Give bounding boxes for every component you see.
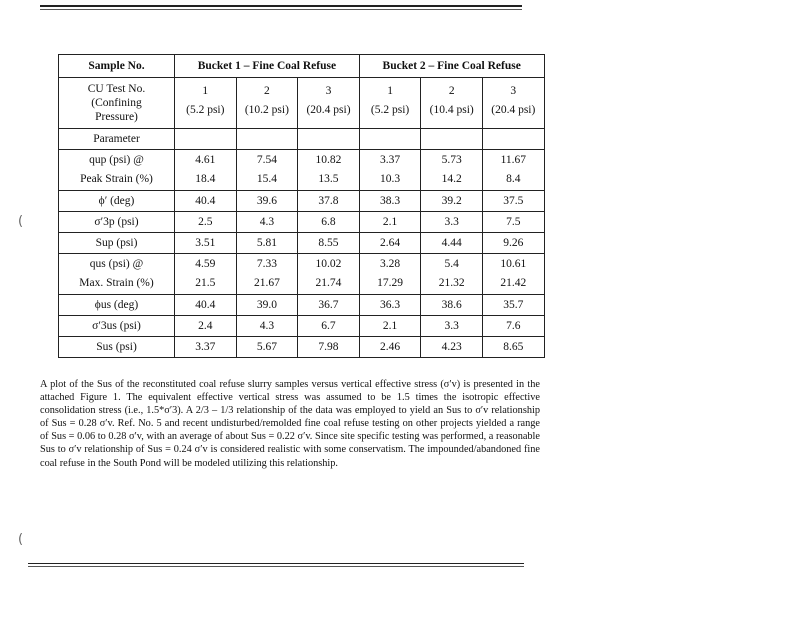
table-row <box>59 233 545 254</box>
test-label-line: Pressure) <box>95 111 138 123</box>
table-cell <box>236 254 298 295</box>
binder-hole-mark-top: ( <box>18 214 24 229</box>
top-rule <box>40 5 522 7</box>
test-number-cell <box>175 78 237 129</box>
table-cell <box>482 254 544 295</box>
cell-value: 11.67 <box>500 154 527 166</box>
table-cell: 2.64 <box>359 233 421 254</box>
confining-pressure: (20.4 psi) <box>491 104 536 116</box>
cell-value: 10.61 <box>500 258 527 270</box>
confining-pressure: (5.2 psi) <box>370 104 410 116</box>
row-label: ϕ′ (deg) <box>59 191 175 212</box>
binder-hole-mark-bottom: ( <box>18 532 24 547</box>
cell-value: 10.82 <box>315 154 342 166</box>
table-cell: 3.3 <box>421 212 483 233</box>
table-cell: 4.3 <box>236 212 298 233</box>
table-cell: 2.1 <box>359 316 421 337</box>
table-cell: 39.0 <box>236 295 298 316</box>
table-cell <box>421 254 483 295</box>
table-cell: 2.5 <box>175 212 237 233</box>
table-cell <box>175 129 237 150</box>
table-row <box>59 295 545 316</box>
cell-value: 4.59 <box>195 258 216 270</box>
cell-value: 5.4 <box>444 258 459 270</box>
table-header-row <box>59 55 545 78</box>
table-cell: 8.65 <box>482 337 544 358</box>
table-cell: 40.4 <box>175 191 237 212</box>
table-cell: 6.7 <box>298 316 360 337</box>
table-cell <box>236 129 298 150</box>
table-cell: 6.8 <box>298 212 360 233</box>
cell-value: 7.33 <box>256 258 277 270</box>
row-label: σ′3p (psi) <box>59 212 175 233</box>
table-cell <box>298 129 360 150</box>
cell-value: 5.73 <box>441 154 462 166</box>
table-cell: 4.3 <box>236 316 298 337</box>
table-cell <box>482 150 544 191</box>
confining-pressure: (10.2 psi) <box>244 104 289 116</box>
table-cell <box>175 254 237 295</box>
table-row <box>59 337 545 358</box>
table-cell: 7.98 <box>298 337 360 358</box>
triaxial-results-table <box>58 54 545 358</box>
table-cell: 9.26 <box>482 233 544 254</box>
cell-value: 21.32 <box>438 277 465 289</box>
cell-value: 21.74 <box>315 277 342 289</box>
table-cell: 3.51 <box>175 233 237 254</box>
row-label: Sus (psi) <box>59 337 175 358</box>
table-cell: 37.5 <box>482 191 544 212</box>
table-cell: 2.46 <box>359 337 421 358</box>
row-label: ϕus (deg) <box>59 295 175 316</box>
confining-pressure: (10.4 psi) <box>429 104 474 116</box>
test-number: 3 <box>510 85 517 97</box>
cell-value: 13.5 <box>318 173 339 185</box>
table-cell <box>421 129 483 150</box>
parameter-label: Parameter <box>59 129 175 150</box>
discussion-paragraph: A plot of the Sus of the reconstituted coal refuse slurry samples versus vertical effective stress (σ′v) is presented in the attached Figure 1. The equivalent effective vertical stress was assumed to be 1.5 times the isotropic effective consolidation stress (i.e., 1.5*σ′3). A 2/3 – 1/3 relationship of the data was employed to yield an Sus to σ′v relationship of Sus = 0.28 σ′v. Ref. No. 5 and recent undisturbed/remolded fine coal refuse testing on other projects yielded a range of Sus = 0.06 to 0.28 σ′v, with an average of about Sus = 0.22 σ′v. Since site specific testing was performed, a reasonable Sus to σ′v relationship of Sus = 0.24 σ′v is considered realistic with some conservatism. The impounded/abandoned fine coal refuse in the South Pond will be modeled utilizing this relationship. <box>40 379 540 469</box>
table-cell <box>236 150 298 191</box>
table-cell <box>359 254 421 295</box>
table-cell: 38.3 <box>359 191 421 212</box>
confining-pressure: (20.4 psi) <box>306 104 351 116</box>
table-cell: 5.81 <box>236 233 298 254</box>
row-label-line: Max. Strain (%) <box>79 277 154 289</box>
table-cell: 7.6 <box>482 316 544 337</box>
table-cell: 2.4 <box>175 316 237 337</box>
table-cell <box>175 150 237 191</box>
cell-value: 4.61 <box>195 154 216 166</box>
cell-value: 10.02 <box>315 258 342 270</box>
test-number-cell <box>482 78 544 129</box>
test-number-cell <box>359 78 421 129</box>
table-row <box>59 191 545 212</box>
table-cell <box>359 129 421 150</box>
table-row <box>59 316 545 337</box>
row-label-line: qup (psi) @ <box>89 154 144 166</box>
cell-value: 3.28 <box>380 258 401 270</box>
table-cell: 35.7 <box>482 295 544 316</box>
table-row <box>59 254 545 295</box>
cell-value: 14.2 <box>441 173 462 185</box>
test-number-row <box>59 78 545 129</box>
table-cell <box>298 254 360 295</box>
test-number: 3 <box>325 85 332 97</box>
table-cell: 36.7 <box>298 295 360 316</box>
table-cell: 4.44 <box>421 233 483 254</box>
cell-value: 8.4 <box>506 173 521 185</box>
row-label <box>59 150 175 191</box>
cell-value: 17.29 <box>377 277 404 289</box>
confining-pressure: (5.2 psi) <box>186 104 225 116</box>
test-label-line: CU Test No. <box>87 83 146 95</box>
test-number-label <box>59 78 175 129</box>
table-cell: 36.3 <box>359 295 421 316</box>
test-number: 1 <box>387 85 393 97</box>
test-number-cell <box>421 78 483 129</box>
cell-value: 7.54 <box>256 154 277 166</box>
bottom-rule-secondary <box>28 566 524 567</box>
table-cell: 8.55 <box>298 233 360 254</box>
test-number-cell <box>298 78 360 129</box>
parameter-row <box>59 129 545 150</box>
cell-value: 3.37 <box>380 154 401 166</box>
cell-value: 10.3 <box>380 173 401 185</box>
row-label: Sup (psi) <box>59 233 175 254</box>
test-number-cell <box>236 78 298 129</box>
bucket1-header: Bucket 1 – Fine Coal Refuse <box>175 55 360 78</box>
row-label <box>59 254 175 295</box>
table-cell <box>298 150 360 191</box>
test-number: 2 <box>448 85 455 97</box>
table-cell: 39.6 <box>236 191 298 212</box>
table-cell <box>359 150 421 191</box>
row-label-line: Peak Strain (%) <box>80 173 153 185</box>
sample-no-header: Sample No. <box>59 55 175 78</box>
cell-value: 21.42 <box>500 277 527 289</box>
test-number: 1 <box>202 85 209 97</box>
table-cell <box>482 129 544 150</box>
table-cell: 2.1 <box>359 212 421 233</box>
table-cell: 5.67 <box>236 337 298 358</box>
table-cell: 4.23 <box>421 337 483 358</box>
cell-value: 15.4 <box>256 173 277 185</box>
table-cell: 39.2 <box>421 191 483 212</box>
test-label-line: (Confining <box>91 97 142 109</box>
table-row <box>59 212 545 233</box>
table-cell: 3.37 <box>175 337 237 358</box>
table-row <box>59 150 545 191</box>
bottom-rule <box>28 563 524 564</box>
table-cell <box>421 150 483 191</box>
table-cell: 3.3 <box>421 316 483 337</box>
test-number: 2 <box>264 85 270 97</box>
table-cell: 40.4 <box>175 295 237 316</box>
row-label-line: qus (psi) @ <box>89 258 144 270</box>
table-cell: 38.6 <box>421 295 483 316</box>
cell-value: 21.67 <box>253 277 280 289</box>
top-rule-secondary <box>40 9 522 10</box>
table-cell: 7.5 <box>482 212 544 233</box>
bucket2-header: Bucket 2 – Fine Coal Refuse <box>359 55 544 78</box>
cell-value: 21.5 <box>195 277 216 289</box>
row-label: σ′3us (psi) <box>59 316 175 337</box>
cell-value: 18.4 <box>195 173 216 185</box>
table-cell: 37.8 <box>298 191 360 212</box>
